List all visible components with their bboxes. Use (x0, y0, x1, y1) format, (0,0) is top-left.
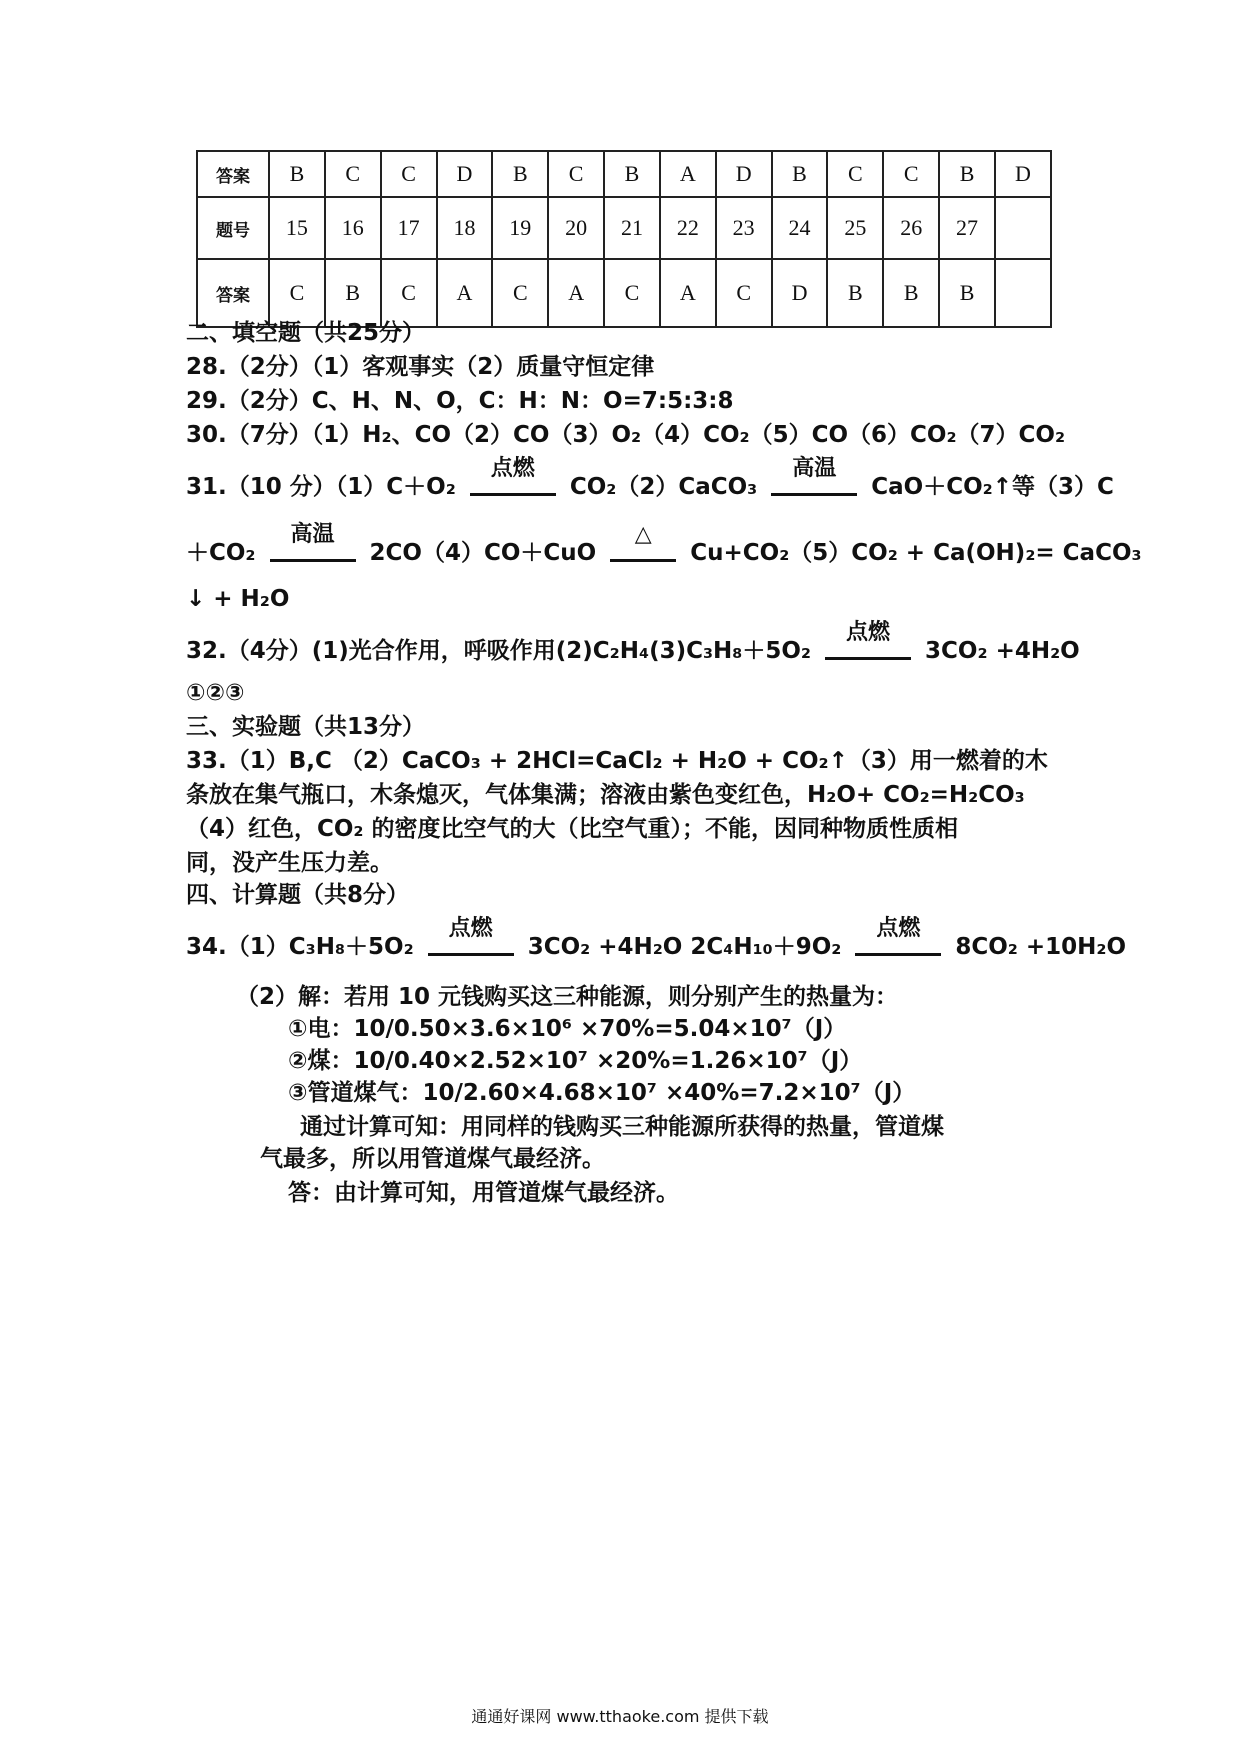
answer-q34-line3: ①电：10/0.50×3.6×10⁶ ×70%=5.04×10⁷（J） (288, 1016, 847, 1042)
table-cell: A (437, 259, 493, 327)
q34-text: 8CO₂ +10H₂O (955, 934, 1127, 960)
reaction-condition (771, 456, 857, 502)
q34-text: 3CO₂ +4H₂O 2C₄H₁₀＋9O₂ (527, 934, 842, 960)
table-cell: 25 (827, 197, 883, 259)
table-cell: D (772, 259, 828, 327)
reaction-bar (771, 493, 857, 496)
table-cell: 21 (604, 197, 660, 259)
reaction-bar (428, 953, 514, 956)
q31-text: ＋CO₂ (186, 540, 256, 566)
table-row (197, 151, 1051, 197)
answer-q33-line1: 33.（1）B,C （2）CaCO₃ + 2HCl=CaCl₂ + H₂O + CO₂↑（3）用一燃着的木 (186, 748, 1048, 774)
table-cell: 20 (548, 197, 604, 259)
answer-q32-line1 (186, 620, 1080, 666)
answer-q33-line3: （4）红色，CO₂ 的密度比空气的大（比空气重）；不能，因同种物质性质相 (186, 816, 959, 842)
table-cell: C (492, 259, 548, 327)
table-cell: 24 (772, 197, 828, 259)
reaction-condition (610, 522, 676, 568)
table-cell (995, 197, 1051, 259)
condition-label: 点燃 (448, 916, 493, 941)
reaction-bar (825, 657, 911, 660)
table-cell: 19 (492, 197, 548, 259)
table-cell: C (604, 259, 660, 327)
table-cell: 27 (939, 197, 995, 259)
answer-q31-line1 (186, 456, 1114, 502)
table-cell: A (660, 259, 716, 327)
table-cell: C (269, 259, 325, 327)
answer-q34-line2: （2）解：若用 10 元钱购买这三种能源，则分别产生的热量为： (236, 984, 899, 1010)
footer-text: 通通好课网 www.tthaoke.com 提供下载 (471, 1707, 769, 1726)
table-cell: B (939, 259, 995, 327)
section-heading-fill: 二、填空题（共25分） (186, 320, 426, 346)
q31-text: CO₂（2）CaCO₃ (569, 474, 758, 500)
reaction-bar (610, 559, 676, 562)
q32-text: 3CO₂ +4H₂O (925, 638, 1080, 664)
q31-text: CaO＋CO₂↑等（3）C (871, 474, 1114, 500)
reaction-bar (470, 493, 556, 496)
q31-text: Cu+CO₂（5）CO₂ + Ca(OH)₂= CaCO₃ (690, 540, 1142, 566)
table-cell: C (827, 151, 883, 197)
answer-q34-line1 (186, 916, 1127, 962)
answer-q28: 28.（2分）（1）客观事实（2）质量守恒定律 (186, 354, 655, 380)
reaction-condition (855, 916, 941, 962)
table-cell: 26 (883, 197, 939, 259)
table-row (197, 197, 1051, 259)
row-header: 答案 (197, 151, 269, 197)
table-cell: 16 (325, 197, 381, 259)
table-cell: D (716, 151, 772, 197)
table-row (197, 259, 1051, 327)
condition-label: 点燃 (490, 456, 535, 481)
answer-q32-line2: ①②③ (186, 680, 245, 706)
section-heading-calc: 四、计算题（共8分） (186, 882, 410, 908)
answer-q34-line6: 通过计算可知：用同样的钱购买三种能源所获得的热量，管道煤 (300, 1114, 944, 1140)
answer-q31-line3: ↓ + H₂O (186, 586, 290, 612)
table-cell: B (883, 259, 939, 327)
table-cell: B (827, 259, 883, 327)
answer-table (196, 150, 1052, 328)
reaction-condition (428, 916, 514, 962)
table-cell: D (995, 151, 1051, 197)
table-cell: 18 (437, 197, 493, 259)
answer-q34-line4: ②煤：10/0.40×2.52×10⁷ ×20%=1.26×10⁷（J） (288, 1048, 863, 1074)
table-cell: D (437, 151, 493, 197)
answer-q34-line7: 气最多，所以用管道煤气最经济。 (260, 1146, 605, 1172)
q32-text: 32.（4分）(1)光合作用，呼吸作用(2)C₂H₄(3)C₃H₈＋5O₂ (186, 638, 812, 664)
answer-q34-line8: 答：由计算可知，用管道煤气最经济。 (288, 1180, 679, 1206)
table-cell: A (548, 259, 604, 327)
table-cell: B (772, 151, 828, 197)
q34-text: 34.（1）C₃H₈＋5O₂ (186, 934, 414, 960)
table-cell: B (604, 151, 660, 197)
answer-q34-line5: ③管道煤气：10/2.60×4.68×10⁷ ×40%=7.2×10⁷（J） (288, 1080, 916, 1106)
table-cell: 22 (660, 197, 716, 259)
heat-icon: △ (634, 522, 652, 547)
q31-text: 2CO（4）CO＋CuO (369, 540, 597, 566)
table-cell (995, 259, 1051, 327)
table-cell: B (492, 151, 548, 197)
table-cell: C (381, 151, 437, 197)
table-cell: 17 (381, 197, 437, 259)
table-cell: B (269, 151, 325, 197)
answer-q31-line2 (186, 522, 1142, 568)
section-heading-experiment: 三、实验题（共13分） (186, 714, 426, 740)
row-header: 答案 (197, 259, 269, 327)
table-cell: A (660, 151, 716, 197)
table-cell: 23 (716, 197, 772, 259)
table-cell: B (939, 151, 995, 197)
condition-label: 高温 (290, 522, 335, 547)
reaction-condition (270, 522, 356, 568)
condition-label: 点燃 (846, 620, 891, 645)
answer-q33-line4: 同，没产生压力差。 (186, 850, 393, 876)
table-cell: C (883, 151, 939, 197)
table-cell: C (548, 151, 604, 197)
q31-text: 31.（10 分）（1）C＋O₂ (186, 474, 456, 500)
reaction-condition (825, 620, 911, 666)
reaction-bar (270, 559, 356, 562)
table-cell: C (325, 151, 381, 197)
answer-q30: 30.（7分）（1）H₂、CO（2）CO（3）O₂（4）CO₂（5）CO（6）CO₂（7）CO₂ (186, 422, 1066, 448)
reaction-bar (855, 953, 941, 956)
reaction-condition (470, 456, 556, 502)
answer-q29: 29.（2分）C、H、N、O，C：H：N：O=7:5:3:8 (186, 388, 734, 414)
row-header: 题号 (197, 197, 269, 259)
table-cell: B (325, 259, 381, 327)
table-cell: 15 (269, 197, 325, 259)
condition-label: 高温 (792, 456, 837, 481)
table-cell: C (381, 259, 437, 327)
answer-q33-line2: 条放在集气瓶口，木条熄灭，气体集满；溶液由紫色变红色，H₂O+ CO₂=H₂CO₃ (186, 782, 1025, 808)
table-cell: C (716, 259, 772, 327)
condition-label: 点燃 (876, 916, 921, 941)
